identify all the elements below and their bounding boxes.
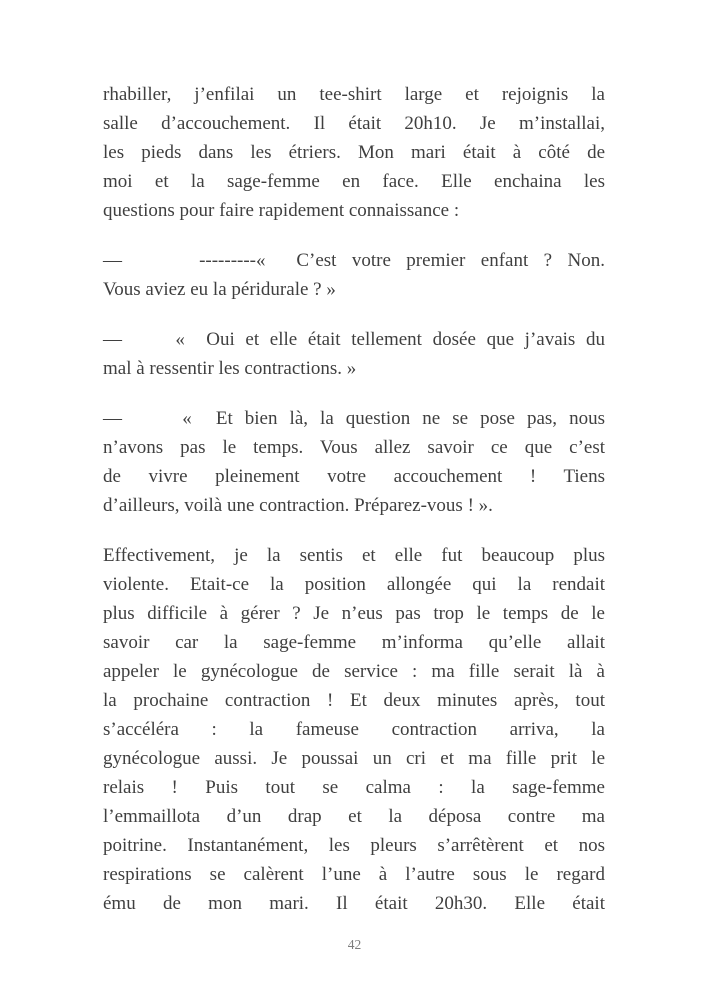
text-line: ému de mon mari. Il était 20h30. Elle était (103, 893, 605, 914)
paragraph (103, 246, 605, 304)
text-line: l’emmaillota d’un drap et la déposa contre ma (103, 806, 605, 827)
text-line: Vous aviez eu la péridurale ? » (103, 279, 336, 300)
page-text-content (103, 80, 605, 939)
text-line: d’ailleurs, voilà une contraction. Préparez-vous ! ». (103, 495, 493, 516)
text-line: violente. Etait-ce la position allongée qui la rendait (103, 574, 605, 595)
text-line: la prochaine contraction ! Et deux minutes après, tout (103, 690, 605, 711)
text-line: salle d’accouchement. Il était 20h10. Je m’installai, (103, 113, 605, 134)
text-line: les pieds dans les étriers. Mon mari était à côté de (103, 142, 605, 163)
text-line: moi et la sage-femme en face. Elle enchaina les (103, 171, 605, 192)
text-line: respirations se calèrent l’une à l’autre sous le regard (103, 864, 605, 885)
text-line: gynécologue aussi. Je poussai un cri et ma fille prit le (103, 748, 605, 769)
text-line: relais ! Puis tout se calma : la sage-femme (103, 777, 605, 798)
paragraph (103, 80, 605, 225)
text-line: Effectivement, je la sentis et elle fut beaucoup plus (103, 545, 605, 566)
text-line: appeler le gynécologue de service : ma fille serait là à (103, 661, 605, 682)
text-line: questions pour faire rapidement connaissance : (103, 200, 460, 221)
text-line: s’accéléra : la fameuse contraction arriva, la (103, 719, 605, 740)
text-line: — « Et bien là, la question ne se pose pas, nous (103, 408, 605, 429)
text-line: plus difficile à gérer ? Je n’eus pas trop le temps de le (103, 603, 605, 624)
paragraph (103, 325, 605, 383)
page-number: 42 (347, 937, 362, 952)
text-line: de vivre pleinement votre accouchement ! Tiens (103, 466, 605, 487)
text-line: — ---------« C’est votre premier enfant ? Non. (103, 250, 605, 271)
text-line: mal à ressentir les contractions. » (103, 358, 357, 379)
text-line: rhabiller, j’enfilai un tee-shirt large et rejoignis la (103, 84, 605, 105)
text-line: n’avons pas le temps. Vous allez savoir ce que c’est (103, 437, 605, 458)
text-line: poitrine. Instantanément, les pleurs s’arrêtèrent et nos (103, 835, 605, 856)
text-line: — « Oui et elle était tellement dosée que j’avais du (103, 329, 605, 350)
paragraph (103, 404, 605, 520)
paragraph (103, 541, 605, 918)
text-line: savoir car la sage-femme m’informa qu’elle allait (103, 632, 605, 653)
